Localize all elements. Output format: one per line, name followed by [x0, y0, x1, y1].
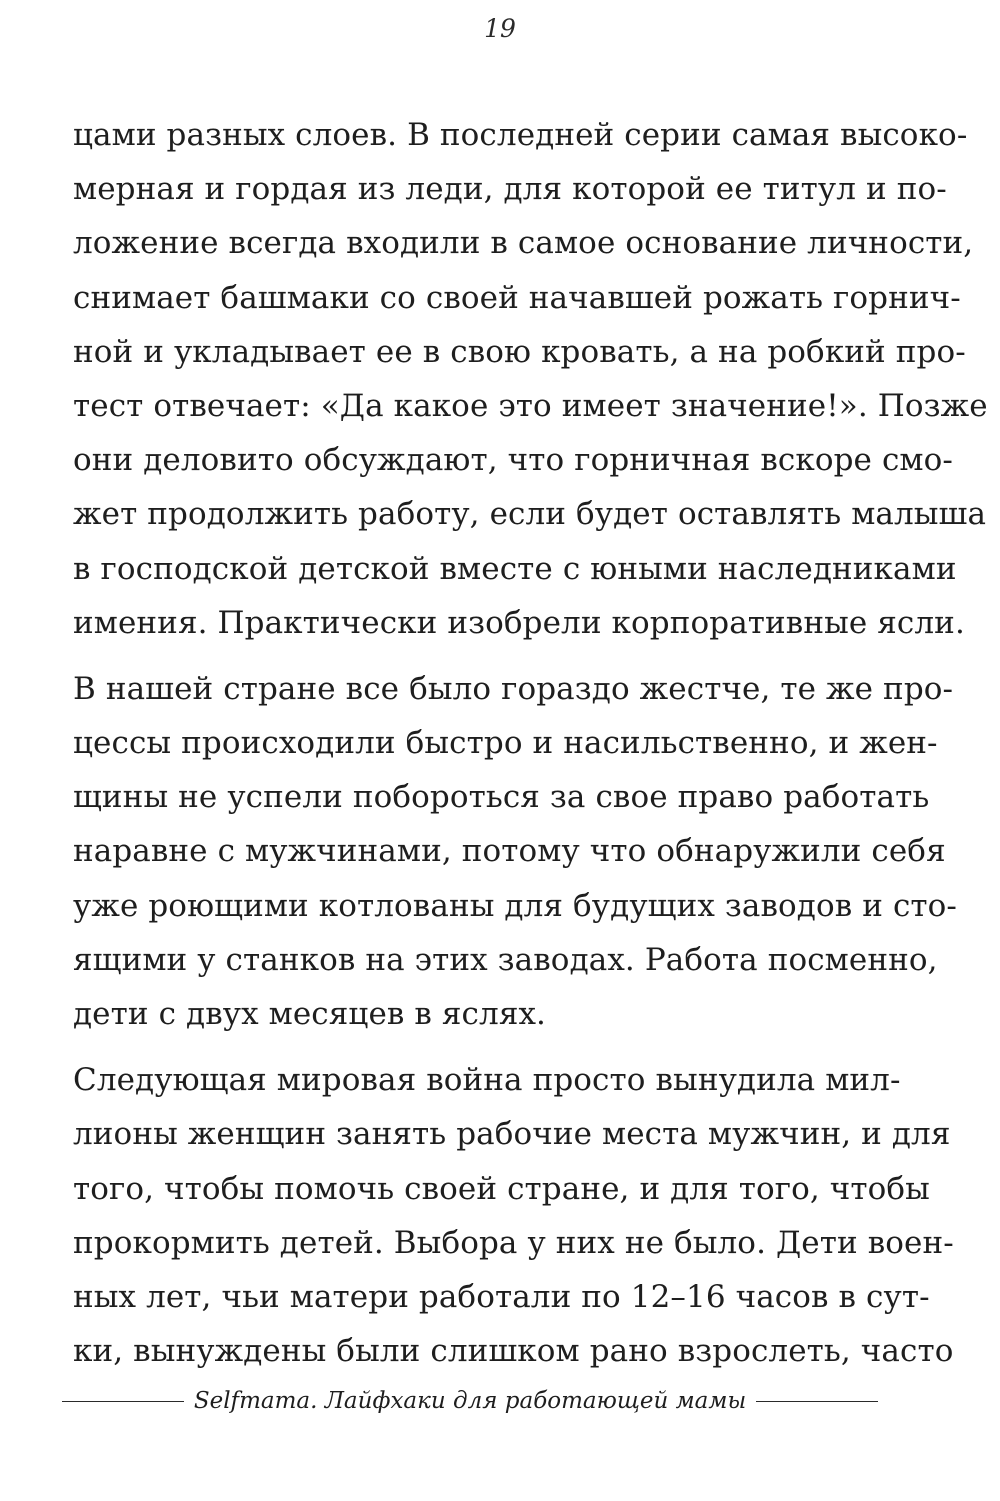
text-line: ложение всегда входили в самое основание личности, [73, 225, 974, 262]
text-line: цами разных слоев. В последней серии самая высоко- [73, 117, 968, 153]
running-footer [62, 1384, 878, 1418]
text-line: они деловито обсуждают, что горничная вскоре смо- [73, 442, 953, 479]
text-line: жет продолжить работу, если будет оставлять малыша [73, 496, 987, 533]
text-line: наравне с мужчинами, потому что обнаружили себя [73, 833, 946, 870]
book-title: Selfmama. Лайфхаки для работающей мамы [193, 1388, 747, 1414]
text-line: имения. Практически изобрели корпоративные ясли. [73, 604, 965, 641]
footer-rule-left [62, 1401, 184, 1402]
text-line: щины не успели побороться за свое право работать [73, 779, 930, 816]
paragraph-2 [73, 662, 958, 1041]
text-line: мерная и гордая из леди, для которой ее титул и по- [73, 171, 947, 208]
text-line: ных лет, чьи матери работали по 12–16 часов в сут- [73, 1278, 930, 1315]
text-line: прокормить детей. Выбора у них не было. Дети воен- [73, 1224, 954, 1261]
text-line: ящими у станков на этих заводах. Работа посменно, [73, 941, 938, 978]
body-text [73, 108, 988, 1378]
paragraph-1 [73, 108, 988, 650]
text-line: В нашей стране все было гораздо жестче, те же про- [73, 670, 954, 707]
text-line: ки, вынуждены были слишком рано взрослеть, часто [73, 1333, 954, 1370]
footer-rule-right [756, 1401, 878, 1402]
text-line: дети с двух месяцев в яслях. [73, 996, 547, 1032]
text-line: снимает башмаки со своей начавшей рожать горнич- [73, 279, 961, 316]
text-line: Следующая мировая война просто вынудила мил- [73, 1062, 901, 1099]
text-line: лионы женщин занять рабочие места мужчин, и для [73, 1116, 951, 1153]
page-number: 19 [484, 14, 516, 43]
text-line: тест отвечает: «Да какое это имеет значение!». Позже [73, 387, 988, 424]
text-line: того, чтобы помочь своей стране, и для того, чтобы [73, 1170, 930, 1207]
paragraph-3 [73, 1053, 954, 1378]
text-line: цессы происходили быстро и насильственно, и жен- [73, 725, 938, 762]
text-line: в господской детской вместе с юными наследниками [73, 550, 957, 587]
text-line: уже роющими котлованы для будущих заводов и сто- [73, 887, 958, 924]
text-line: ной и укладывает ее в свою кровать, а на робкий про- [73, 333, 966, 370]
